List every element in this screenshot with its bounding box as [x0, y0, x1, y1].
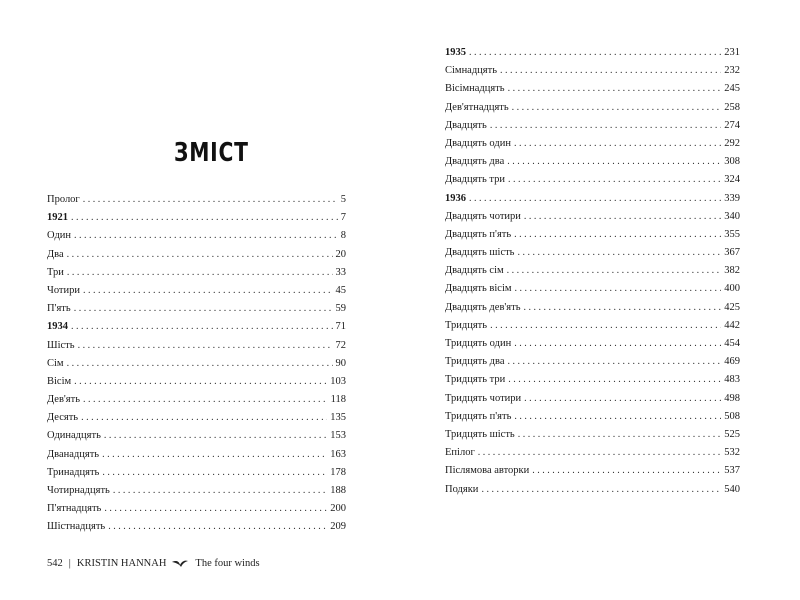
toc-entry-page: 525 — [724, 428, 740, 440]
toc-entry-page: 454 — [724, 338, 740, 349]
toc-entry-label: Епілог — [445, 447, 475, 459]
toc-entry-label: Вісім — [47, 375, 72, 387]
toc-entry-label: П'ятнадцять — [47, 503, 102, 515]
toc-dot-leader — [469, 190, 721, 208]
toc-entry-page: 188 — [330, 485, 346, 496]
toc-dot-leader — [113, 482, 327, 500]
toc-entry-label: Три — [47, 266, 64, 278]
toc-entry — [445, 190, 740, 208]
toc-dot-leader — [71, 209, 338, 227]
toc-dot-leader — [481, 481, 721, 499]
toc-entry-page: 245 — [724, 83, 740, 95]
toc-entry — [47, 482, 346, 500]
toc-entry-label: Чотири — [47, 284, 81, 296]
toc-entry — [47, 282, 346, 300]
toc-dot-leader — [83, 191, 338, 209]
toc-entry-page: 5 — [340, 194, 346, 205]
toc-entry — [47, 409, 346, 427]
toc-entry — [445, 244, 740, 262]
toc-entry-page: 340 — [724, 210, 740, 222]
toc-entry-page: 90 — [335, 357, 346, 369]
toc-entry-label: Сімнадцять — [445, 65, 498, 77]
toc-dot-leader — [508, 80, 722, 98]
toc-entry-label: 1921 — [47, 212, 68, 224]
toc-list-left — [47, 191, 346, 537]
toc-entry — [47, 191, 346, 209]
toc-dot-leader — [512, 99, 722, 117]
toc-entry-label: Два — [47, 248, 64, 260]
toc-entry-label: Двадцять дев'ять — [445, 301, 521, 313]
toc-entry-label: Один — [47, 230, 72, 242]
toc-entry-label: 1934 — [47, 321, 68, 333]
toc-entry — [445, 280, 740, 298]
toc-dot-leader — [104, 427, 327, 445]
toc-dot-leader — [78, 337, 333, 355]
toc-entry-label: Двадцять шість — [445, 247, 515, 259]
toc-entry-label: Тридцять — [445, 319, 488, 331]
toc-entry-label: Шість — [47, 339, 75, 351]
toc-entry — [47, 427, 346, 445]
toc-dot-leader — [514, 335, 721, 353]
toc-entry-page: 232 — [724, 65, 740, 77]
toc-entry — [445, 80, 740, 98]
toc-dot-leader — [508, 371, 721, 389]
toc-entry-label: Тридцять п'ять — [445, 410, 512, 422]
toc-entry-page: 231 — [724, 47, 740, 58]
toc-dot-leader — [514, 135, 721, 153]
toc-entry-page: 355 — [724, 228, 740, 240]
toc-dot-leader — [67, 264, 333, 282]
page-footer — [47, 558, 260, 569]
toc-dot-leader — [102, 464, 327, 482]
toc-entry-page: 135 — [330, 412, 346, 424]
toc-entry — [445, 44, 740, 62]
toc-entry-label: Тридцять один — [445, 338, 512, 349]
toc-entry-label: Одинадцять — [47, 430, 101, 442]
toc-entry-page: 209 — [330, 521, 346, 533]
toc-entry — [445, 62, 740, 80]
toc-entry-page: 258 — [724, 101, 740, 113]
toc-dot-leader — [500, 62, 721, 80]
toc-dot-leader — [532, 462, 721, 480]
toc-entry-label: Тридцять чотири — [445, 392, 522, 404]
toc-entry-page: 7 — [340, 212, 346, 224]
toc-dot-leader — [74, 300, 333, 318]
toc-entry — [47, 373, 346, 391]
toc-entry-page: 178 — [330, 466, 346, 478]
footer-book-title: The four winds — [195, 558, 260, 569]
toc-entry-label: Дев'ятнадцять — [445, 101, 509, 113]
toc-entry-page: 20 — [335, 248, 346, 260]
toc-entry — [445, 171, 740, 189]
toc-entry-page: 163 — [330, 448, 346, 460]
toc-dot-leader — [71, 318, 333, 336]
toc-dot-leader — [524, 208, 721, 226]
toc-entry-label: Тридцять шість — [445, 428, 515, 440]
toc-entry — [47, 500, 346, 518]
toc-entry-label: Двадцять три — [445, 174, 506, 186]
toc-entry-page: 469 — [724, 356, 740, 368]
toc-entry-label: 1935 — [445, 47, 466, 58]
toc-entry-label: Чотирнадцять — [47, 485, 110, 496]
toc-entry — [445, 371, 740, 389]
toc-entry-page: 425 — [724, 301, 740, 313]
toc-dot-leader — [518, 426, 722, 444]
toc-entry-label: Дванадцять — [47, 448, 100, 460]
toc-entry-page: 8 — [340, 230, 346, 242]
toc-entry-label: Двадцять два — [445, 156, 505, 168]
toc-entry-label: Двадцять п'ять — [445, 228, 512, 240]
toc-dot-leader — [524, 390, 721, 408]
toc-entry-page: 45 — [335, 284, 346, 296]
toc-entry — [47, 264, 346, 282]
toc-entry-label: Тринадцять — [47, 466, 100, 478]
toc-entry-label: Шістнадцять — [47, 521, 106, 533]
bird-icon — [171, 559, 189, 569]
toc-entry — [445, 353, 740, 371]
toc-entry-page: 498 — [724, 392, 740, 404]
toc-dot-leader — [67, 355, 333, 373]
toc-entry-page: 382 — [724, 265, 740, 277]
toc-entry — [47, 209, 346, 227]
toc-entry-label: Тридцять три — [445, 374, 506, 386]
toc-entry — [445, 481, 740, 499]
toc-entry-page: 72 — [335, 339, 346, 351]
toc-entry-page: 339 — [724, 192, 740, 204]
toc-entry-page: 71 — [335, 321, 346, 333]
toc-entry — [445, 299, 740, 317]
toc-entry-page: 59 — [335, 303, 346, 315]
toc-entry-page: 532 — [724, 447, 740, 459]
toc-entry-page: 508 — [724, 410, 740, 422]
toc-list-right — [445, 44, 740, 499]
toc-entry — [445, 462, 740, 480]
toc-entry-label: П'ять — [47, 303, 71, 315]
toc-entry-page: 118 — [330, 394, 346, 406]
toc-dot-leader — [81, 409, 327, 427]
toc-entry — [445, 99, 740, 117]
toc-entry-page: 400 — [724, 283, 740, 295]
page-title: ЗМІСТ — [174, 138, 249, 168]
toc-entry-label: Двадцять чотири — [445, 210, 521, 222]
toc-entry — [445, 408, 740, 426]
toc-entry-page: 442 — [724, 319, 740, 331]
toc-entry-page: 274 — [724, 119, 740, 131]
toc-dot-leader — [83, 282, 332, 300]
toc-entry-label: Подяки — [445, 483, 479, 495]
toc-dot-leader — [508, 353, 722, 371]
toc-entry — [445, 153, 740, 171]
toc-entry-label: 1936 — [445, 192, 466, 204]
toc-entry — [445, 317, 740, 335]
toc-entry — [47, 446, 346, 464]
toc-dot-leader — [74, 227, 338, 245]
toc-entry-label: Двадцять — [445, 119, 487, 131]
toc-dot-leader — [490, 317, 721, 335]
toc-entry-page: 540 — [724, 483, 740, 495]
toc-dot-leader — [514, 226, 721, 244]
toc-dot-leader — [74, 373, 327, 391]
toc-entry — [47, 355, 346, 373]
toc-entry-page: 324 — [724, 174, 740, 186]
toc-entry — [445, 262, 740, 280]
toc-entry — [445, 117, 740, 135]
toc-entry-page: 537 — [724, 465, 740, 477]
toc-entry-page: 367 — [724, 247, 740, 259]
footer-separator: | — [68, 558, 71, 569]
toc-entry — [445, 444, 740, 462]
toc-dot-leader — [515, 280, 722, 298]
toc-entry-page: 292 — [724, 137, 740, 149]
toc-dot-leader — [67, 246, 333, 264]
toc-entry — [445, 426, 740, 444]
toc-entry-label: Двадцять сім — [445, 265, 504, 277]
toc-entry-page: 483 — [724, 374, 740, 386]
toc-entry — [47, 391, 346, 409]
toc-entry — [445, 208, 740, 226]
toc-dot-leader — [507, 262, 722, 280]
toc-entry — [47, 300, 346, 318]
toc-entry-label: Післямова авторки — [445, 465, 530, 477]
toc-entry-page: 153 — [330, 430, 346, 442]
toc-dot-leader — [102, 446, 327, 464]
toc-dot-leader — [83, 391, 328, 409]
toc-entry — [445, 335, 740, 353]
toc-dot-leader — [517, 244, 721, 262]
toc-entry-label: Двадцять вісім — [445, 283, 512, 295]
toc-entry — [47, 464, 346, 482]
toc-dot-leader — [108, 518, 327, 536]
toc-dot-leader — [507, 153, 721, 171]
toc-dot-leader — [524, 299, 722, 317]
toc-dot-leader — [508, 171, 721, 189]
right-page — [400, 0, 800, 600]
toc-entry — [445, 226, 740, 244]
toc-entry — [47, 246, 346, 264]
toc-entry-page: 33 — [335, 266, 346, 278]
toc-dot-leader — [514, 408, 721, 426]
toc-entry-page: 308 — [724, 156, 740, 168]
toc-entry — [47, 337, 346, 355]
toc-dot-leader — [104, 500, 327, 518]
toc-dot-leader — [478, 444, 722, 462]
toc-entry — [47, 518, 346, 536]
toc-entry-label: Тридцять два — [445, 356, 505, 368]
footer-author: KRISTIN HANNAH — [76, 558, 167, 569]
toc-entry — [445, 135, 740, 153]
toc-entry-label: Десять — [47, 412, 79, 424]
toc-entry — [47, 318, 346, 336]
toc-entry-label: Вісімнадцять — [445, 83, 505, 95]
toc-dot-leader — [490, 117, 721, 135]
toc-entry — [47, 227, 346, 245]
toc-entry — [445, 390, 740, 408]
toc-entry-label: Двадцять один — [445, 137, 511, 149]
toc-dot-leader — [469, 44, 721, 62]
toc-entry-label: Сім — [47, 357, 64, 369]
toc-entry-label: Пролог — [47, 194, 80, 205]
footer-page-number: 542 — [47, 558, 63, 569]
toc-entry-page: 103 — [330, 375, 346, 387]
toc-entry-label: Дев'ять — [47, 394, 81, 406]
toc-entry-page: 200 — [330, 503, 346, 515]
